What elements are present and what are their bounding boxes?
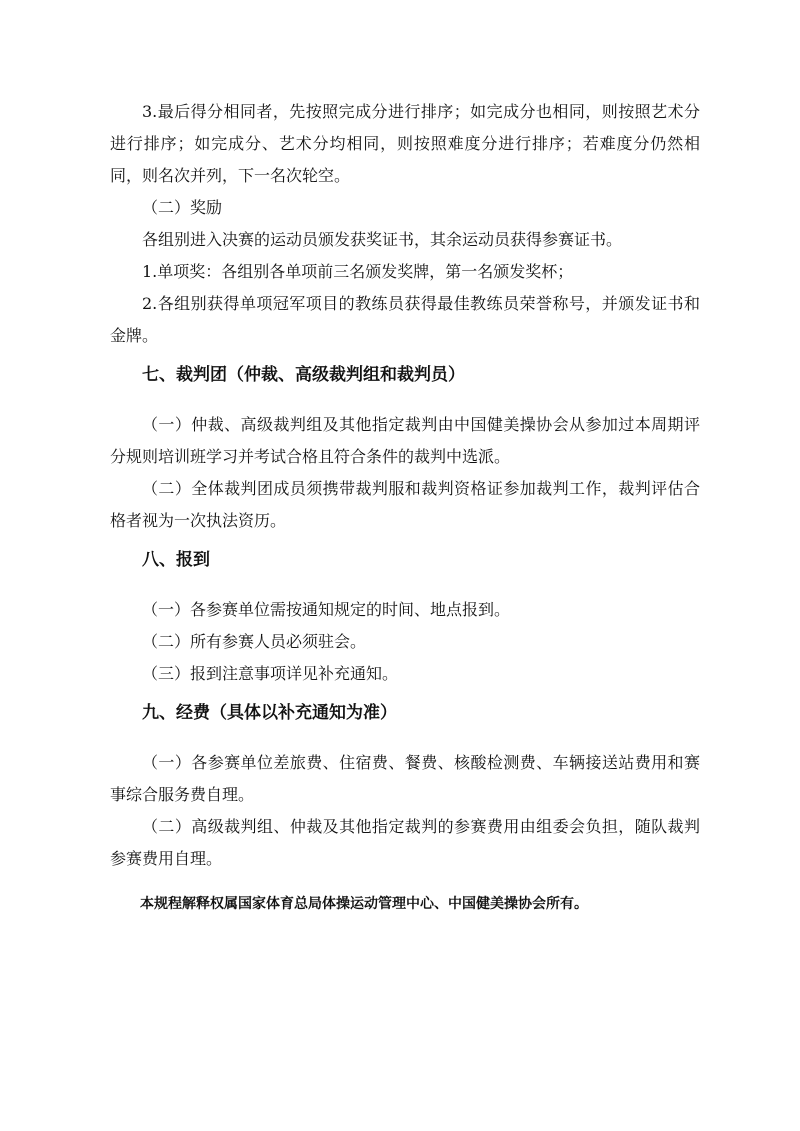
section-9-paragraph-2: （二）高级裁判组、仲裁及其他指定裁判的参赛费用由组委会负担，随队裁判参赛费用自理。 (110, 817, 700, 868)
section-9-paragraph-1: （一）各参赛单位差旅费、住宿费、餐费、核酸检测费、车辆接送站费用和赛事综合服务费自理。 (110, 753, 700, 804)
section-7-heading: 七、裁判团（仲裁、高级裁判组和裁判员） (142, 365, 465, 385)
coach-award-item: 2.各组别获得单项冠军项目的教练员获得最佳教练员荣誉称号，并颁发证书和金牌。 (110, 294, 700, 345)
section-8-paragraph-2: （二）所有参赛人员必须驻会。 (142, 632, 367, 651)
awards-intro-paragraph: 各组别进入决赛的运动员颁发获奖证书，其余运动员获得参赛证书。 (142, 230, 623, 249)
individual-award-item: 1.单项奖：各组别各单项前三名颁发奖牌，第一名颁发奖杯； (142, 262, 574, 281)
section-8-paragraph-3: （三）报到注意事项详见补充通知。 (142, 664, 399, 683)
section-7-paragraph-2: （二）全体裁判团成员须携带裁判服和裁判资格证参加裁判工作，裁判评估合格者视为一次执法资历。 (110, 479, 700, 530)
tiebreak-rule-paragraph: 3.最后得分相同者，先按照完成分进行排序；如完成分也相同，则按照艺术分进行排序；如完成分、艺术分均相同，则按照难度分进行排序；若难度分仍然相同，则名次并列，下一名次轮空。 (110, 102, 700, 185)
interpretation-rights-footer: 本规程解释权属国家体育总局体操运动管理中心、中国健美操协会所有。 (140, 896, 588, 912)
section-9-heading: 九、经费（具体以补充通知为准） (142, 703, 397, 723)
section-8-paragraph-1: （一）各参赛单位需按通知规定的时间、地点报到。 (142, 600, 511, 619)
section-8-heading: 八、报到 (142, 550, 210, 570)
document-body (110, 96, 700, 933)
awards-subheading: （二）奖励 (142, 198, 223, 217)
section-7-paragraph-1: （一）仲裁、高级裁判组及其他指定裁判由中国健美操协会从参加过本周期评分规则培训班学习并考试合格且符合条件的裁判中选派。 (110, 415, 700, 466)
